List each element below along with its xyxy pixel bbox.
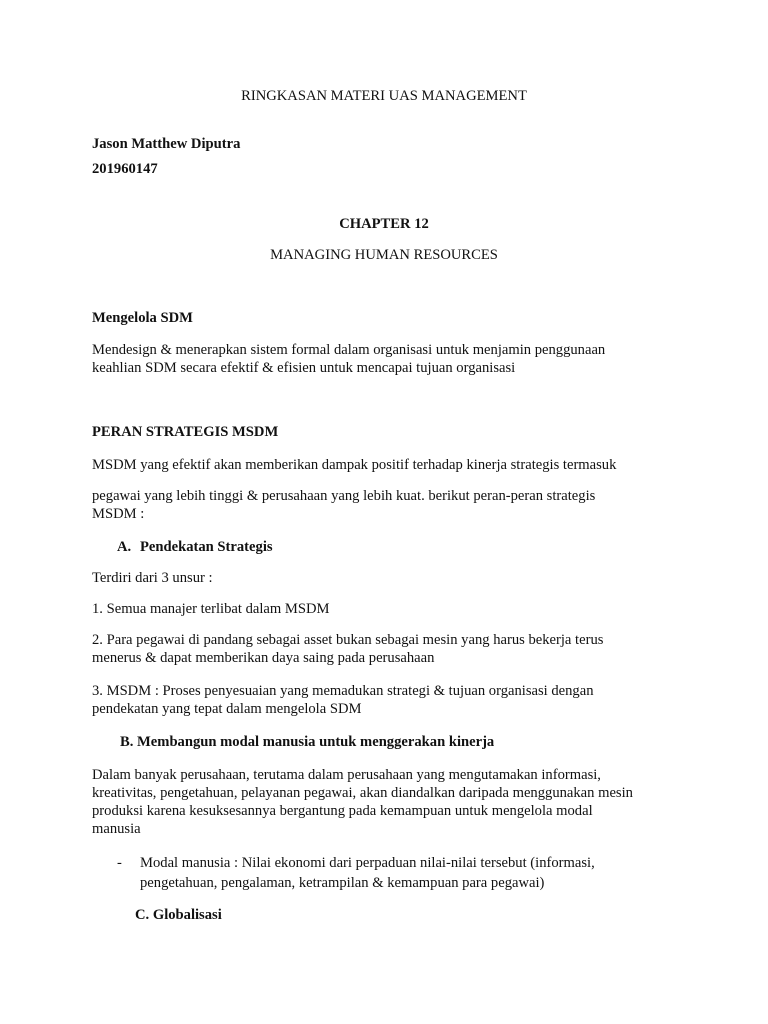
subsection-a-heading: Pendekatan Strategis	[140, 539, 273, 555]
chapter-title: MANAGING HUMAN RESOURCES	[270, 247, 498, 263]
section2-paragraph-line: pegawai yang lebih tinggi & perusahaan yang lebih kuat. berikut peran-peran strategis	[92, 488, 596, 504]
chapter-number: CHAPTER 12	[339, 216, 429, 232]
list-item-line: pendekatan yang tepat dalam mengelola SDM	[92, 701, 362, 717]
subsection-b-heading: B. Membangun modal manusia untuk menggerakan kinerja	[120, 734, 495, 750]
author-id: 201960147	[92, 161, 158, 177]
subsection-b-paragraph-line: produksi karena kesuksesannya bergantung pada kemampuan untuk mengelola modal	[92, 803, 593, 819]
subsection-a-intro: Terdiri dari 3 unsur :	[92, 570, 213, 586]
list-item: 1. Semua manajer terlibat dalam MSDM	[92, 601, 330, 617]
subsection-b-paragraph-line: kreativitas, pengetahuan, pelayanan pegawai, akan diandalkan daripada menggunakan mesin	[92, 785, 633, 801]
document-title: RINGKASAN MATERI UAS MANAGEMENT	[241, 88, 527, 104]
section-heading-peran-strategis: PERAN STRATEGIS MSDM	[92, 424, 279, 440]
section1-paragraph-line: keahlian SDM secara efektif & efisien untuk mencapai tujuan organisasi	[92, 360, 516, 376]
section2-paragraph-line: MSDM :	[92, 506, 145, 522]
subsection-b-paragraph-line: manusia	[92, 821, 141, 837]
section-heading-mengelola-sdm: Mengelola SDM	[92, 310, 193, 326]
bullet-dash-icon: -	[117, 855, 122, 871]
author-name: Jason Matthew Diputra	[92, 136, 241, 152]
list-item-line: 2. Para pegawai di pandang sebagai asset bukan sebagai mesin yang harus bekerja terus	[92, 632, 604, 648]
subsection-b-paragraph-line: Dalam banyak perusahaan, terutama dalam perusahaan yang mengutamakan informasi,	[92, 767, 601, 783]
subsection-a-marker: A.	[117, 539, 132, 555]
bullet-item-line: Modal manusia : Nilai ekonomi dari perpaduan nilai-nilai tersebut (informasi,	[140, 855, 595, 871]
list-item-line: 3. MSDM : Proses penyesuaian yang memadukan strategi & tujuan organisasi dengan	[92, 683, 594, 699]
bullet-item-line: pengetahuan, pengalaman, ketrampilan & kemampuan para pegawai)	[140, 875, 545, 891]
section1-paragraph-line: Mendesign & menerapkan sistem formal dalam organisasi untuk menjamin penggunaan	[92, 342, 606, 358]
subsection-c-heading: C. Globalisasi	[135, 907, 222, 923]
section2-paragraph: MSDM yang efektif akan memberikan dampak positif terhadap kinerja strategis termasuk	[92, 457, 617, 473]
list-item-line: menerus & dapat memberikan daya saing pada perusahaan	[92, 650, 435, 666]
